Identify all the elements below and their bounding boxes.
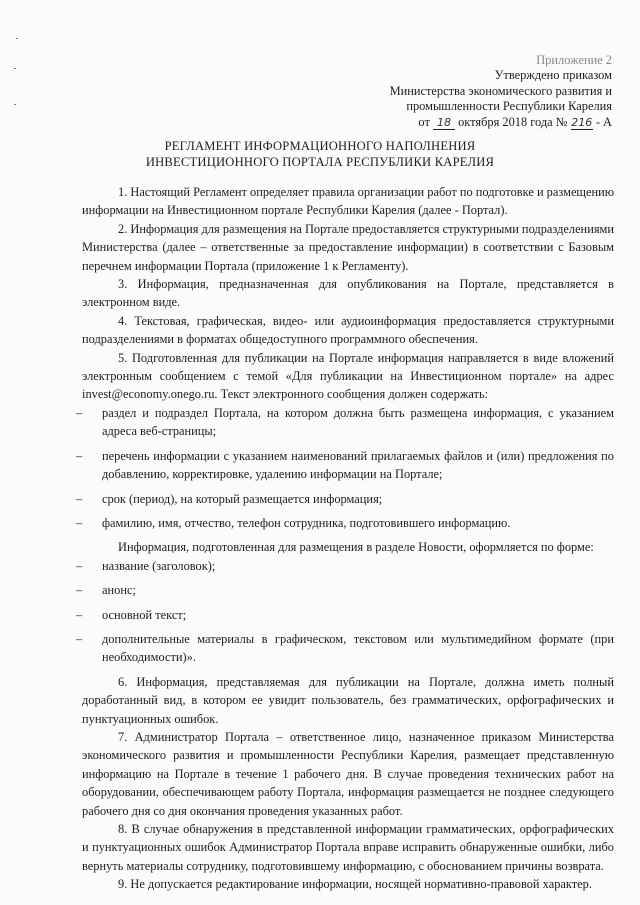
bullet-dash: – xyxy=(76,607,83,622)
list-item xyxy=(76,447,614,484)
bullet-dash: – xyxy=(76,558,83,573)
list-item-text: основной текст; xyxy=(102,607,187,622)
ministry-line-1: Министерства экономического развития и xyxy=(389,83,612,98)
bullet-dash: – xyxy=(76,491,83,506)
bullet-dash: – xyxy=(76,515,83,530)
title-line-1: РЕГЛАМЕНТ ИНФОРМАЦИОННОГО НАПОЛНЕНИЯ xyxy=(164,139,476,153)
order-date-line xyxy=(390,115,612,130)
paragraph-1: 1. Настоящий Регламент определяет правила организации работ по подготовке и размещению информации на Инвестиционном портале Республики Карелия (далее - Портал). xyxy=(82,185,614,218)
handwritten-order-number: 216 xyxy=(571,115,593,129)
list-item xyxy=(76,514,614,532)
date-suffix: - А xyxy=(595,114,612,129)
handwritten-day: 18 xyxy=(433,117,455,130)
list-item-text: срок (период), на который размещается информация; xyxy=(102,491,383,506)
list-item-text: фамилию, имя, отчество, телефон сотрудника, подготовившего информацию. xyxy=(102,515,511,530)
approved-by-label: Утверждено приказом xyxy=(494,68,612,83)
scan-speck xyxy=(14,104,16,105)
bullet-dash: – xyxy=(76,405,83,420)
paragraph-4: 4. Текстовая, графическая, видео- или аудиоинформация предоставляется структурными подразделениями в форматах общедоступного программного обеспечения. xyxy=(82,313,614,347)
document-body xyxy=(76,183,614,894)
list-item xyxy=(76,404,614,441)
list-item xyxy=(76,557,614,575)
scan-speck xyxy=(16,38,18,39)
paragraph-8: 8. В случае обнаружения в представленной информации грамматических, орфографических и пунктуационных ошибок Администратор Портала вправе исправить обнаруженные ошибки, либо вернуть материалы сотруднику, подготовившему информацию, с обоснованием причины возврата. xyxy=(82,822,614,873)
bullet-dash: – xyxy=(76,583,83,598)
title-line-2: ИНВЕСТИЦИОННОГО ПОРТАЛА РЕСПУБЛИКИ КАРЕЛИЯ xyxy=(145,155,495,169)
paragraph-9: 9. Не допускается редактирование информации, носящей нормативно-правовой характер. xyxy=(118,877,592,892)
appendix-label: Приложение 2 xyxy=(536,53,612,67)
paragraph-5: 5. Подготовленная для публикации на Портале информация направляется в виде вложений электронным сообщением с темой «Для публикации на Инвестиционном портале» на адрес invest@economy.onego.ru. Текст электронного сообщения должен содержать: xyxy=(82,350,614,402)
bullet-dash: – xyxy=(76,631,83,646)
paragraph-7: 7. Администратор Портала – ответственное лицо, назначенное приказом Министерства экономического развития и промышленности Республики Карелия, размещает представленную информацию на Портале в течение 1 рабочего дня. В случае проведения технических работ на оборудовании, обеспечивающем работу Портала, информация размещается не позднее следующего рабочего дня со дня окончания проведения указанных работ. xyxy=(82,729,614,818)
list-item xyxy=(76,606,614,624)
list-item xyxy=(76,490,614,508)
date-middle: октября 2018 года № xyxy=(458,114,568,129)
bullet-dash: – xyxy=(76,448,83,463)
paragraph-2: 2. Информация для размещения на Портале предоставляется структурными подразделениями Министерства (далее – ответственные за предоставление информации) в соответствии с Базовым перечнем информации Портала (приложение 1 к Регламенту). xyxy=(82,221,614,273)
ministry-line-2: промышленности Республики Карелия xyxy=(406,99,612,114)
list-item xyxy=(76,581,614,599)
list-item-text: анонс; xyxy=(102,583,136,598)
list-item-text: раздел и подраздел Портала, на котором должна быть размещена информация, с указанием адреса веб-страницы; xyxy=(102,405,614,439)
paragraph-6: 6. Информация, представляемая для публикации на Портале, должна иметь полный доработанный вид, в котором ее увидит пользователь, без грамматических, орфографических и пунктуационных ошибок. xyxy=(82,674,614,726)
document-title xyxy=(0,138,640,170)
list-item-text: дополнительные материалы в графическом, текстовом или мультимедийном формате (при необходимости)». xyxy=(102,631,614,665)
date-prefix: от xyxy=(418,114,430,129)
news-intro: Информация, подготовленная для размещения в разделе Новости, оформляется по форме: xyxy=(118,540,594,555)
list-item-text: название (заголовок); xyxy=(102,558,216,573)
approval-header xyxy=(390,53,612,130)
list-item xyxy=(76,630,614,667)
paragraph-3: 3. Информация, предназначенная для опубликования на Портале, представляется в электронном виде. xyxy=(82,277,614,310)
scan-speck xyxy=(14,68,16,69)
list-item-text: перечень информации с указанием наименований прилагаемых файлов и (или) предложения по добавлению, корректировке, удалению информации на Портале; xyxy=(102,448,614,482)
